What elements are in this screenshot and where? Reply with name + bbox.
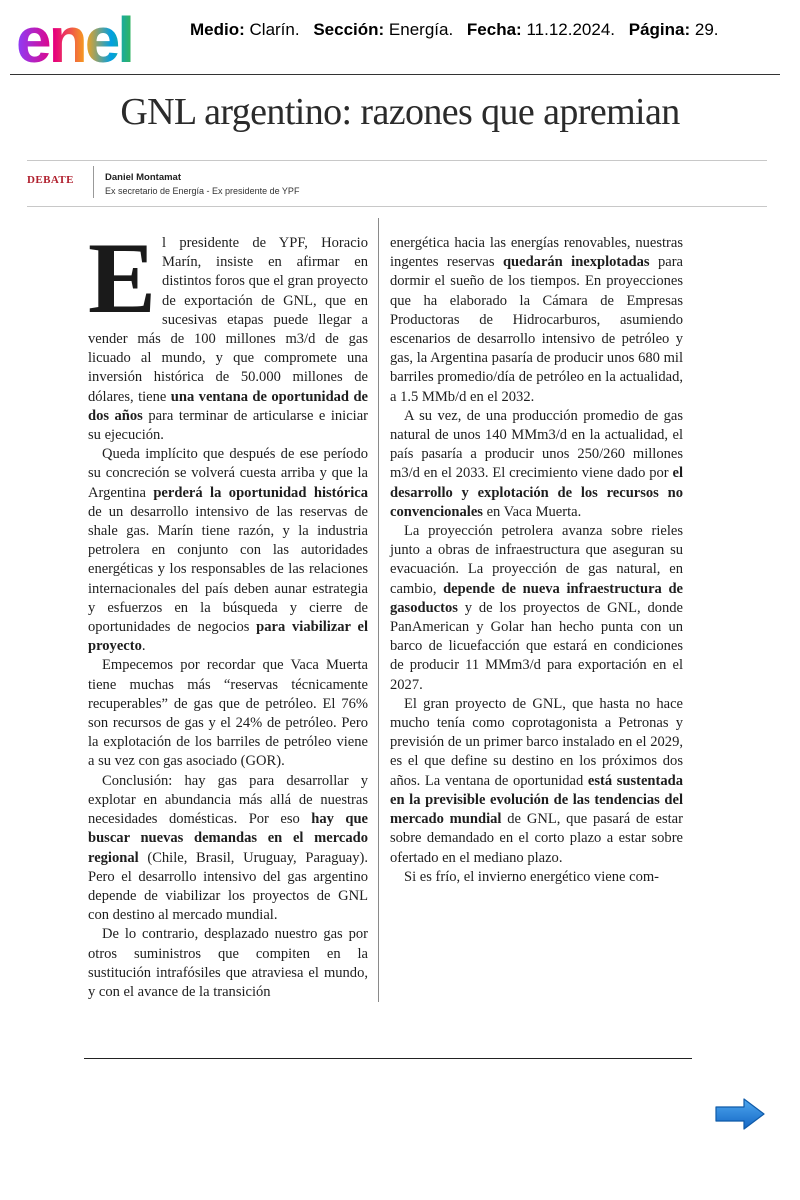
highlight-text: hay que buscar nuevas demandas en el mercado regional — [88, 811, 368, 866]
paragraph: De lo contrario, desplazado nuestro gas por otros suministros que compiten en la sustitución intrafósiles que atraviesa el mundo, y con el avance de la transición — [88, 926, 368, 1000]
text-run: La proyección petrolera avanza sobre rieles junto a obras de infraestructura que aseguran su evacuación. La proyección de gas natural, en cambio, — [390, 523, 683, 597]
medio-label: Medio: — [190, 20, 245, 39]
highlight-text: perderá la oportunidad histórica — [153, 484, 368, 501]
paragraph — [390, 407, 683, 522]
paragraph — [88, 222, 369, 445]
article-headline: GNL argentino: razones que apremian — [120, 91, 680, 133]
author-role: Ex secretario de Energía - Ex presidente de YPF — [105, 186, 300, 196]
highlight-text: está sustentada en la previsible evolución de las tendencias del mercado mundial — [390, 772, 683, 828]
fecha-label: Fecha: — [466, 20, 522, 39]
section-label: DEBATE — [27, 174, 74, 186]
arrow-right-icon[interactable] — [714, 1096, 766, 1132]
text-run: para dormir el sueño de los tiempos. En proyecciones que ha elaborado la Cámara de Empresas Productoras de Hidrocarburos, asumiendo escenarios de desarrollo intensivo de petróleo y gas, la Argentina pasaría de producir unos 680 mil barriles promedio/día de petróleo en la actualidad, a 1.5 MMb/d en el 2032. — [390, 254, 684, 405]
header-divider — [10, 74, 780, 75]
paragraph: Empecemos por recordar que Vaca Muerta tiene muchas más “reservas técnicamente recuperables” de gas que de petróleo. El 76% son recursos de gas y el 24% de petróleo. Pero la explotación de los barriles de petróleo viene a su vez con gas asociado (GOR). — [88, 657, 368, 770]
article-column-right — [390, 234, 683, 887]
highlight-text: quedarán inexplotadas — [502, 254, 650, 271]
paragraph — [390, 234, 683, 407]
text-run: l presidente de YPF, Horacio Marín, insiste en afirmar en distintos foros que el gran proyecto de exportación de GNL, que en sucesivas etapas puede llegar a vender más de 100 millones m3/d de gas licuado al mundo, y que compromete una inversión histórica de 50.000 millones de dólares, tiene — [88, 235, 368, 405]
highlight-text: el desarrollo y explotación de los recursos no convencionales — [390, 465, 683, 520]
text-run: y de los proyectos de GNL, donde PanAmerican y Golar han hecho punta con un barco de licuefacción que estará en condiciones de producir 11 MMm3/d para exportación en el 2027. — [390, 599, 683, 693]
text-run: energética hacia las energías renovables, nuestras ingentes reservas — [390, 235, 683, 271]
text-run: A su vez, de una producción promedio de gas natural de unos 140 MMm3/d en la actualidad, el país pasaría a producir unos 250/260 millones m3/d en el 2033. El crecimiento viene dado por — [390, 407, 683, 482]
text-run: (Chile, Brasil, Uruguay, Paraguay). Pero el desarrollo intensivo del gas argentino depende de viabilizar los proyectos de GNL con destino al mercado mundial. — [88, 849, 368, 924]
author-name: Daniel Montamat — [105, 172, 182, 183]
text-run: Queda implícito que después de ese período su concreción se volverá cuesta arriba y que la Argentina — [88, 446, 368, 501]
text-run: de GNL, que pasará de estar sobre demandado en el corto plazo a estar sobre ofertado en el mediano plazo. — [390, 811, 683, 866]
medio-value: Clarín. — [249, 20, 300, 39]
paragraph — [88, 445, 368, 656]
drop-cap: E — [88, 222, 157, 335]
byline-bottom-divider — [27, 206, 767, 207]
seccion-label: Sección: — [313, 20, 385, 39]
enel-logo — [16, 8, 174, 68]
byline-top-divider — [27, 160, 767, 161]
svg-text:enel: enel — [16, 8, 133, 68]
footer-divider — [84, 1058, 692, 1059]
pagina-value: 29. — [694, 20, 719, 39]
text-run: . — [141, 638, 146, 655]
text-run: para terminar de articularse e iniciar su ejecución. — [88, 407, 368, 444]
text-run: Conclusión: hay gas para desarrollar y explotar en abundancia más allá de nuestras necesidades domésticas. Por eso — [88, 772, 368, 828]
highlight-text: para viabilizar el proyecto — [88, 619, 369, 655]
highlight-text: depende de nueva infraestructura de gasoductos — [390, 580, 683, 616]
highlight-text: una ventana de oportunidad de dos años — [88, 388, 369, 424]
byline-vertical-divider — [93, 166, 94, 198]
source-metadata — [190, 20, 719, 40]
text-run: El gran proyecto de GNL, que hasta no hace mucho tenía como coprotagonista a Petronas y previsión de un primer barco instalado en el 2029, es el que define su destino en los próximos dos años. La ventana de oportunidad — [390, 695, 683, 789]
paragraph — [88, 772, 368, 926]
paragraph — [390, 695, 683, 868]
fecha-value: 11.12.2024. — [526, 20, 615, 39]
text-run: en Vaca Muerta. — [482, 503, 582, 520]
pagina-label: Página: — [628, 20, 691, 39]
paragraph — [390, 522, 683, 695]
text-run: de un desarrollo intensivo de las reservas de shale gas. Marín tiene razón, y la industria petrolera en conjunto con las autoridades energéticas y los responsables de las relaciones internacionales del país deben aunar estrategia y esfuerzos en la búsqueda y cierre de oportunidades de negocios — [88, 503, 368, 636]
seccion-value: Energía. — [388, 20, 454, 39]
column-divider — [378, 218, 379, 1002]
paragraph: Si es frío, el invierno energético viene com- — [404, 868, 660, 885]
article-column-left — [88, 222, 369, 1002]
